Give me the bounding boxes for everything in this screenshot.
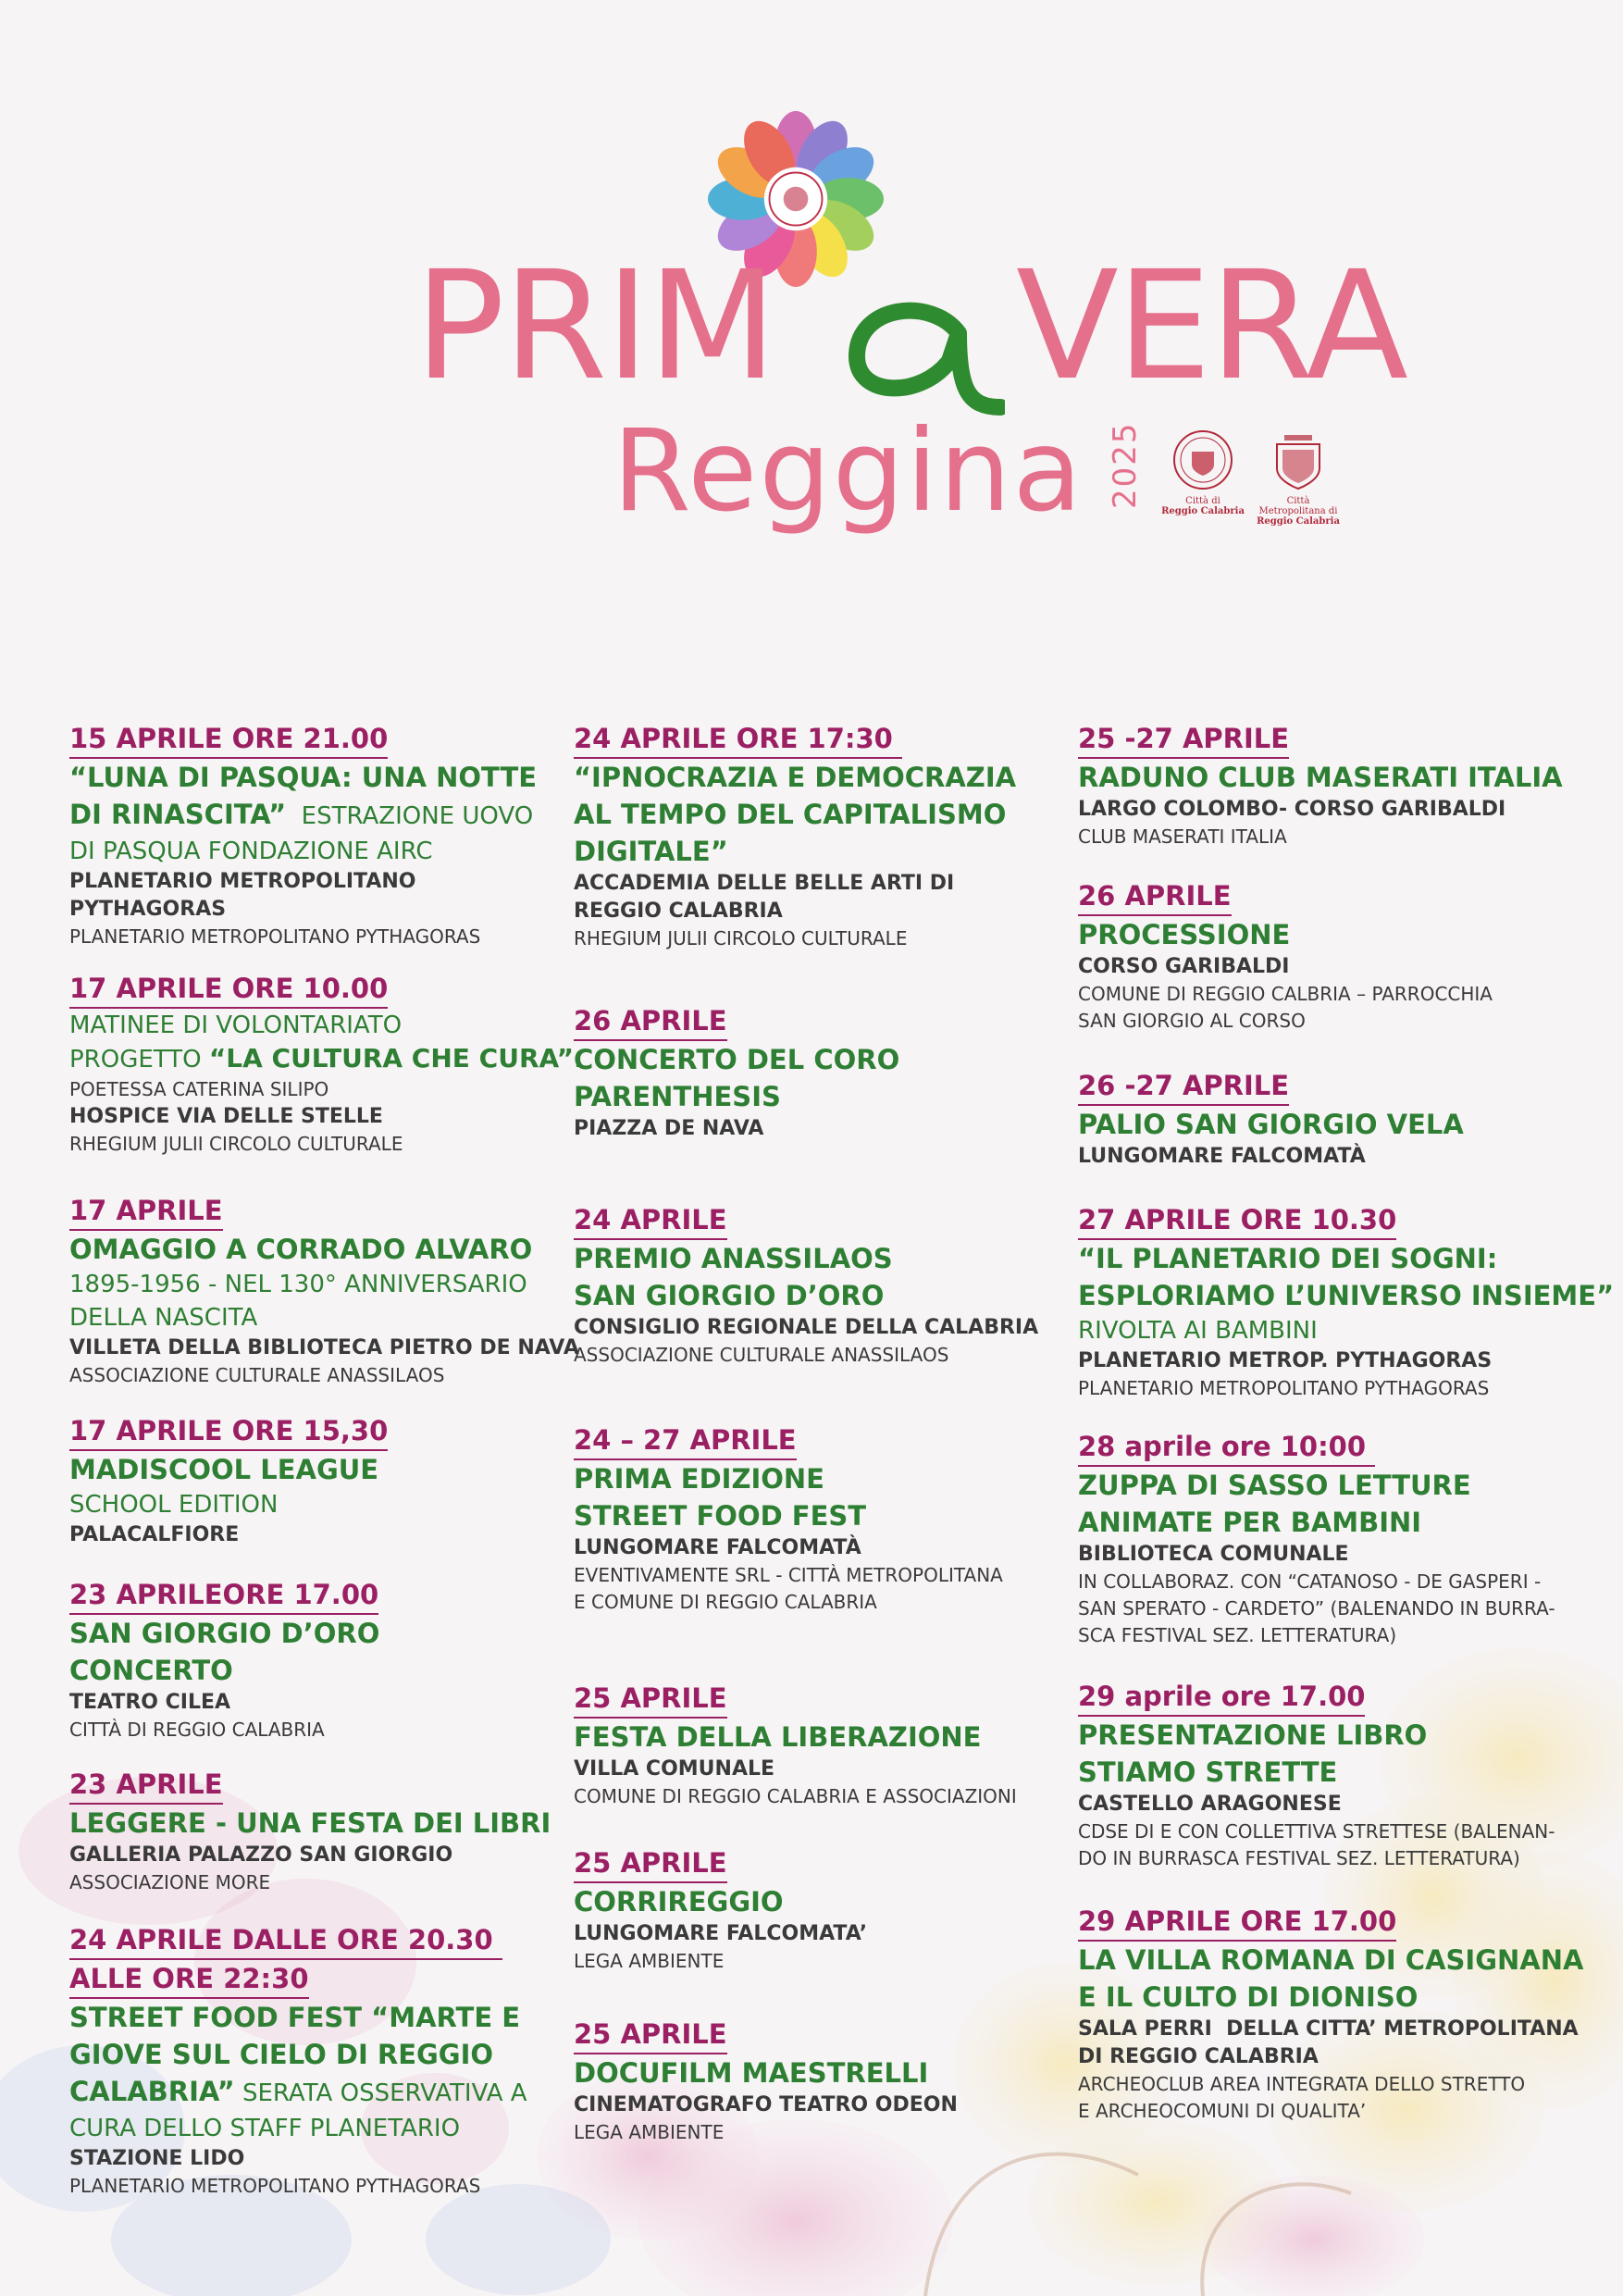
event-date-continued: ALLE ORE 22:30 xyxy=(69,1960,309,1999)
subtitle-reggina: Reggina xyxy=(613,405,1084,537)
event-organizer-text: E COMUNE DI REGGIO CALABRIA xyxy=(574,1591,877,1613)
event-organizer xyxy=(1078,1375,1596,1402)
event-organizer xyxy=(574,1589,1092,1616)
event-date: 17 APRILE xyxy=(69,1192,223,1231)
event-venue-text: LUNGOMARE FALCOMATÀ xyxy=(574,1536,861,1559)
event-item xyxy=(1078,1201,1615,1402)
event-date: 26 -27 APRILE xyxy=(1078,1067,1289,1106)
event-title xyxy=(574,759,1092,796)
event-title xyxy=(574,833,1092,870)
event-title-text: AL TEMPO DEL CAPITALISMO xyxy=(574,799,1007,830)
event-organizer-text: CDSE DI E CON COLLETTIVA STRETTESE (BALENAN- xyxy=(1078,1820,1555,1843)
event-venue-text: TEATRO CILEA xyxy=(69,1691,231,1714)
event-description xyxy=(69,1042,588,1076)
event-venue xyxy=(1078,1541,1596,1569)
event-organizer xyxy=(574,925,1092,952)
event-description-text: SCHOOL EDITION xyxy=(69,1491,279,1519)
city-seal xyxy=(1161,428,1245,516)
event-date: 24 APRILE ORE 17:30 xyxy=(574,720,902,759)
event-organizer xyxy=(69,1076,588,1103)
event-title xyxy=(574,2054,1092,2091)
title-a-swash-icon xyxy=(820,268,1005,426)
event-organizer-text: ASSOCIAZIONE CULTURALE ANASSILAOS xyxy=(69,1364,445,1386)
event-item xyxy=(69,1766,588,1896)
event-description xyxy=(69,1268,588,1301)
primavera-logo xyxy=(0,0,1623,555)
event-venue-text: PALACALFIORE xyxy=(69,1523,240,1546)
event-organizer xyxy=(574,1342,1092,1369)
event-title-text: CORRIREGGIO xyxy=(574,1886,784,1917)
event-venue xyxy=(1078,2016,1596,2043)
event-date: 25 APRILE xyxy=(574,1680,727,1719)
event-organizer-text: RHEGIUM JULII CIRCOLO CULTURALE xyxy=(574,927,908,949)
event-item xyxy=(69,1576,588,1744)
event-item xyxy=(69,970,588,1158)
event-item xyxy=(574,2016,1092,2146)
event-title xyxy=(1078,1106,1596,1143)
event-item xyxy=(574,1002,1092,1143)
event-venue xyxy=(574,870,1092,898)
event-item xyxy=(1078,720,1596,850)
event-organizer-text: PLANETARIO METROPOLITANO PYTHAGORAS xyxy=(69,2175,481,2197)
event-venue-text: HOSPICE VIA DELLE STELLE xyxy=(69,1105,383,1128)
event-organizer xyxy=(1078,824,1596,850)
event-organizer-text: PLANETARIO METROPOLITANO PYTHAGORAS xyxy=(69,925,481,948)
event-item xyxy=(69,720,588,950)
event-title xyxy=(1078,1240,1596,1277)
event-title xyxy=(69,1451,588,1488)
event-organizer xyxy=(1078,981,1596,1008)
event-title-text: PRESENTAZIONE LIBRO xyxy=(1078,1719,1428,1751)
event-organizer-text: RHEGIUM JULII CIRCOLO CULTURALE xyxy=(69,1133,403,1155)
event-organizer-text: COMUNE DI REGGIO CALBRIA – PARROCCHIA xyxy=(1078,983,1493,1005)
event-venue xyxy=(69,896,588,924)
event-title-text: ZUPPA DI SASSO LETTURE xyxy=(1078,1470,1471,1501)
event-organizer-text: ASSOCIAZIONE CULTURALE ANASSILAOS xyxy=(574,1344,949,1366)
event-description-text: DELLA NASCITA xyxy=(69,1304,258,1332)
event-title-text: DI RINASCITA” xyxy=(69,799,287,830)
event-date: 26 APRILE xyxy=(574,1002,727,1041)
event-description xyxy=(69,1009,588,1042)
event-title-text: OMAGGIO A CORRADO ALVARO xyxy=(69,1234,533,1265)
event-title-text: MADISCOOL LEAGUE xyxy=(69,1454,379,1485)
event-title-text: CONCERTO xyxy=(69,1655,233,1686)
event-venue xyxy=(69,1689,588,1717)
event-organizer xyxy=(574,2119,1092,2146)
event-description-inline: SERATA OSSERVATIVA A xyxy=(234,2079,527,2107)
event-venue xyxy=(574,898,1092,925)
event-venue-text: CORSO GARIBALDI xyxy=(1078,955,1290,978)
event-title xyxy=(1078,1754,1596,1791)
event-venue xyxy=(69,1334,588,1362)
event-title-text: CALABRIA” xyxy=(69,2076,235,2107)
event-venue-text: CONSIGLIO REGIONALE DELLA CALABRIA xyxy=(574,1316,1039,1339)
event-organizer xyxy=(69,1869,588,1896)
metro-city-seal-icon xyxy=(1266,428,1331,492)
event-item xyxy=(69,1412,588,1549)
event-title xyxy=(1078,759,1596,796)
event-description xyxy=(69,835,588,868)
event-venue-text: LARGO COLOMBO- CORSO GARIBALDI xyxy=(1078,798,1506,821)
city-seal-icon xyxy=(1171,428,1235,492)
event-date: 25 APRILE xyxy=(574,1844,727,1883)
event-title xyxy=(69,796,588,835)
title-prim: PRIM xyxy=(415,240,775,414)
event-venue xyxy=(1078,796,1596,824)
city-seal-caption: Città di Reggio Calabria xyxy=(1161,496,1245,516)
event-venue xyxy=(574,1756,1092,1783)
event-organizer xyxy=(574,1562,1092,1589)
event-title xyxy=(1078,1979,1596,2016)
event-item xyxy=(69,1192,588,1389)
event-organizer-text: E ARCHEOCOMUNI DI QUALITA’ xyxy=(1078,2100,1367,2122)
event-title xyxy=(574,1041,1092,1078)
event-venue-text: BIBLIOTECA COMUNALE xyxy=(1078,1543,1349,1566)
event-venue-text: DI REGGIO CALABRIA xyxy=(1078,2045,1319,2068)
event-organizer xyxy=(1078,1845,1596,1872)
event-organizer-text: IN COLLABORAZ. CON “CATANOSO - DE GASPERI - xyxy=(1078,1570,1542,1593)
event-item xyxy=(574,720,1092,952)
event-item xyxy=(1078,877,1596,1035)
event-date: 24 APRILE xyxy=(574,1201,727,1240)
event-venue xyxy=(574,1115,1092,1143)
event-venue-text: VILLA COMUNALE xyxy=(574,1757,775,1781)
event-organizer xyxy=(1078,1622,1596,1649)
event-title-text: LA VILLA ROMANA DI CASIGNANA xyxy=(1078,1944,1584,1976)
event-title xyxy=(1078,916,1596,953)
event-organizer-text: SAN GIORGIO AL CORSO xyxy=(1078,1010,1306,1032)
event-organizer-text: SCA FESTIVAL SEZ. LETTERATURA) xyxy=(1078,1624,1397,1646)
event-date: 23 APRILE xyxy=(69,1766,223,1805)
event-date: 25 APRILE xyxy=(574,2016,727,2054)
event-title-text: DOCUFILM MAESTRELLI xyxy=(574,2057,929,2089)
event-organizer xyxy=(1078,1818,1596,1845)
event-organizer xyxy=(574,1783,1092,1810)
event-venue-text: VILLETA DELLA BIBLIOTECA PIETRO DE NAVA xyxy=(69,1336,579,1359)
event-description xyxy=(69,1301,588,1334)
event-venue xyxy=(1078,953,1596,981)
event-venue-text: PIAZZA DE NAVA xyxy=(574,1117,764,1140)
event-title-text: RADUNO CLUB MASERATI ITALIA xyxy=(1078,762,1563,793)
event-organizer xyxy=(69,1717,588,1744)
event-title-text: STREET FOOD FEST “MARTE E xyxy=(69,2002,521,2033)
event-venue xyxy=(574,2091,1092,2119)
event-title xyxy=(574,1460,1092,1497)
event-organizer xyxy=(69,1362,588,1389)
event-item xyxy=(574,1844,1092,1975)
event-organizer-text: SAN SPERATO - CARDETO” (BALENANDO IN BURRA- xyxy=(1078,1597,1555,1620)
event-venue xyxy=(69,1521,588,1549)
event-venue xyxy=(1078,1791,1596,1818)
event-title xyxy=(574,1497,1092,1534)
event-venue-text: PLANETARIO METROPOLITANO xyxy=(69,870,416,893)
event-title-text: STIAMO STRETTE xyxy=(1078,1756,1338,1788)
event-title xyxy=(1078,1942,1596,1979)
event-title-text: “LUNA DI PASQUA: UNA NOTTE xyxy=(69,762,538,793)
event-title-text: LEGGERE - UNA FESTA DEI LIBRI xyxy=(69,1807,551,1839)
event-venue-text: ACCADEMIA DELLE BELLE ARTI DI xyxy=(574,872,955,895)
event-item xyxy=(1078,1678,1596,1872)
event-date: 26 APRILE xyxy=(1078,877,1232,916)
event-organizer xyxy=(1078,2098,1596,2125)
event-description-text: DI PASQUA FONDAZIONE AIRC xyxy=(69,838,433,865)
event-venue xyxy=(69,2145,588,2173)
event-venue xyxy=(69,1842,588,1869)
event-item xyxy=(574,1421,1092,1616)
event-venue xyxy=(1078,2043,1596,2071)
event-title xyxy=(69,1615,588,1652)
event-organizer-text: DO IN BURRASCA FESTIVAL SEZ. LETTERATURA) xyxy=(1078,1847,1520,1869)
event-title xyxy=(69,2036,588,2073)
event-title-text: CONCERTO DEL CORO xyxy=(574,1044,900,1075)
event-venue xyxy=(1078,1347,1596,1375)
event-date: 29 aprile ore 17.00 xyxy=(1078,1678,1365,1717)
event-description-text: 1895-1956 - NEL 130° ANNIVERSARIO xyxy=(69,1271,527,1298)
event-venue-text: STAZIONE LIDO xyxy=(69,2147,245,2170)
title-vera: VERA xyxy=(1016,240,1406,414)
event-item xyxy=(574,1680,1092,1810)
event-item xyxy=(1078,1067,1596,1171)
year-label: 2025 xyxy=(1107,421,1144,509)
event-date: 15 APRILE ORE 21.00 xyxy=(69,720,388,759)
event-venue-text: PLANETARIO METROP. PYTHAGORAS xyxy=(1078,1349,1493,1372)
event-organizer xyxy=(1078,1569,1596,1595)
event-venue-text: PYTHAGORAS xyxy=(69,898,227,921)
event-title xyxy=(574,796,1092,833)
event-venue-text: LUNGOMARE FALCOMATA’ xyxy=(574,1922,868,1945)
event-title xyxy=(69,2073,588,2112)
event-date: 25 -27 APRILE xyxy=(1078,720,1289,759)
event-description-text: MATINEE DI VOLONTARIATO xyxy=(69,1011,403,1039)
event-date: 29 APRILE ORE 17.00 xyxy=(1078,1903,1396,1942)
event-venue xyxy=(69,868,588,896)
event-title-text: FESTA DELLA LIBERAZIONE xyxy=(574,1721,982,1753)
event-venue-text: SALA PERRI DELLA CITTA’ METROPOLITANA xyxy=(1078,2017,1579,2041)
event-title xyxy=(1078,1277,1615,1314)
event-organizer xyxy=(69,1131,588,1158)
event-organizer xyxy=(1078,1595,1596,1622)
event-date: 24 – 27 APRILE xyxy=(574,1421,797,1460)
event-title-text: PALIO SAN GIORGIO VELA xyxy=(1078,1109,1464,1140)
event-venue-text: REGGIO CALABRIA xyxy=(574,900,783,923)
event-title xyxy=(574,1277,1092,1314)
event-title-text: PROCESSIONE xyxy=(1078,919,1291,950)
event-organizer-text: LEGA AMBIENTE xyxy=(574,2121,725,2143)
event-title xyxy=(69,1999,588,2036)
event-title-text: DIGITALE” xyxy=(574,836,728,867)
event-title xyxy=(574,1078,1092,1115)
event-item xyxy=(69,1921,588,2200)
event-description-text: RIVOLTA AI BAMBINI xyxy=(1078,1317,1318,1345)
event-organizer-text: CLUB MASERATI ITALIA xyxy=(1078,825,1287,848)
event-venue xyxy=(69,1103,588,1131)
event-organizer-text: LEGA AMBIENTE xyxy=(574,1950,725,1972)
event-title-text: ANIMATE PER BAMBINI xyxy=(1078,1507,1422,1538)
event-description xyxy=(1078,1314,1596,1347)
event-description xyxy=(69,2112,588,2145)
event-venue-text: CASTELLO ARAGONESE xyxy=(1078,1793,1342,1816)
event-organizer xyxy=(69,2173,588,2200)
event-venue xyxy=(574,1534,1092,1562)
event-title xyxy=(574,1883,1092,1920)
event-title-text: PRIMA EDIZIONE xyxy=(574,1463,824,1495)
event-organizer xyxy=(69,924,588,950)
event-venue xyxy=(1078,1143,1596,1171)
metro-city-seal xyxy=(1257,428,1340,527)
event-venue xyxy=(574,1314,1092,1342)
event-title xyxy=(1078,1717,1596,1754)
event-title-text: SAN GIORGIO D’ORO xyxy=(69,1618,380,1649)
event-organizer-text: PLANETARIO METROPOLITANO PYTHAGORAS xyxy=(1078,1377,1490,1399)
event-venue xyxy=(574,1920,1092,1948)
event-organizer-text: COMUNE DI REGGIO CALABRIA E ASSOCIAZIONI xyxy=(574,1785,1017,1807)
event-title xyxy=(69,1231,588,1268)
event-title-text: GIOVE SUL CIELO DI REGGIO xyxy=(69,2039,494,2070)
event-title-text: STREET FOOD FEST xyxy=(574,1500,867,1532)
event-title-text: “IPNOCRAZIA E DEMOCRAZIA xyxy=(574,762,1017,793)
event-venue-text: GALLERIA PALAZZO SAN GIORGIO xyxy=(69,1843,453,1867)
event-item xyxy=(1078,1903,1596,2125)
event-title-text: SAN GIORGIO D’ORO xyxy=(574,1280,885,1311)
event-date: 17 APRILE ORE 10.00 xyxy=(69,970,388,1009)
event-title xyxy=(574,1719,1092,1756)
event-date: 17 APRILE ORE 15,30 xyxy=(69,1412,388,1451)
event-organizer xyxy=(574,1948,1092,1975)
event-organizer-text: POETESSA CATERINA SILIPO xyxy=(69,1078,329,1100)
event-venue-text: CINEMATOGRAFO TEATRO ODEON xyxy=(574,2093,958,2116)
event-title-text: “IL PLANETARIO DEI SOGNI: xyxy=(1078,1243,1498,1274)
event-title xyxy=(69,759,588,796)
event-title xyxy=(1078,1504,1596,1541)
event-title xyxy=(1078,1467,1596,1504)
event-organizer-text: ASSOCIAZIONE MORE xyxy=(69,1871,271,1893)
event-title xyxy=(69,1652,588,1689)
event-organizer xyxy=(1078,2071,1596,2098)
event-description xyxy=(69,1488,588,1521)
event-date: 23 APRILEORE 17.00 xyxy=(69,1576,378,1615)
event-organizer-text: ARCHEOCLUB AREA INTEGRATA DELLO STRETTO xyxy=(1078,2073,1526,2095)
event-title-text: ESPLORIAMO L’UNIVERSO INSIEME” xyxy=(1078,1280,1615,1311)
event-organizer-text: EVENTIVAMENTE SRL - CITTÀ METROPOLITANA xyxy=(574,1564,1003,1586)
event-organizer xyxy=(1078,1008,1596,1035)
event-description-inline: ESTRAZIONE UOVO xyxy=(286,802,534,830)
event-title xyxy=(69,1805,588,1842)
event-title xyxy=(574,1240,1092,1277)
event-date: 24 APRILE DALLE ORE 20.30 xyxy=(69,1921,502,1960)
event-date: 28 aprile ore 10:00 xyxy=(1078,1428,1375,1467)
event-venue-text: LUNGOMARE FALCOMATÀ xyxy=(1078,1145,1366,1168)
event-item xyxy=(1078,1428,1596,1649)
event-title-text: E IL CULTO DI DIONISO xyxy=(1078,1981,1419,2013)
event-title-text: PARENTHESIS xyxy=(574,1081,781,1112)
event-description-text: PROGETTO xyxy=(69,1046,209,1074)
event-item xyxy=(574,1201,1092,1369)
event-date: 27 APRILE ORE 10.30 xyxy=(1078,1201,1396,1240)
event-title-inline: “LA CULTURA CHE CURA”. xyxy=(208,1043,584,1074)
event-description-text: CURA DELLO STAFF PLANETARIO xyxy=(69,2115,461,2142)
metro-city-seal-caption: Città Metropolitana di Reggio Calabria xyxy=(1257,496,1340,527)
event-title-text: PREMIO ANASSILAOS xyxy=(574,1243,893,1274)
event-organizer-text: CITTÀ DI REGGIO CALABRIA xyxy=(69,1719,325,1741)
